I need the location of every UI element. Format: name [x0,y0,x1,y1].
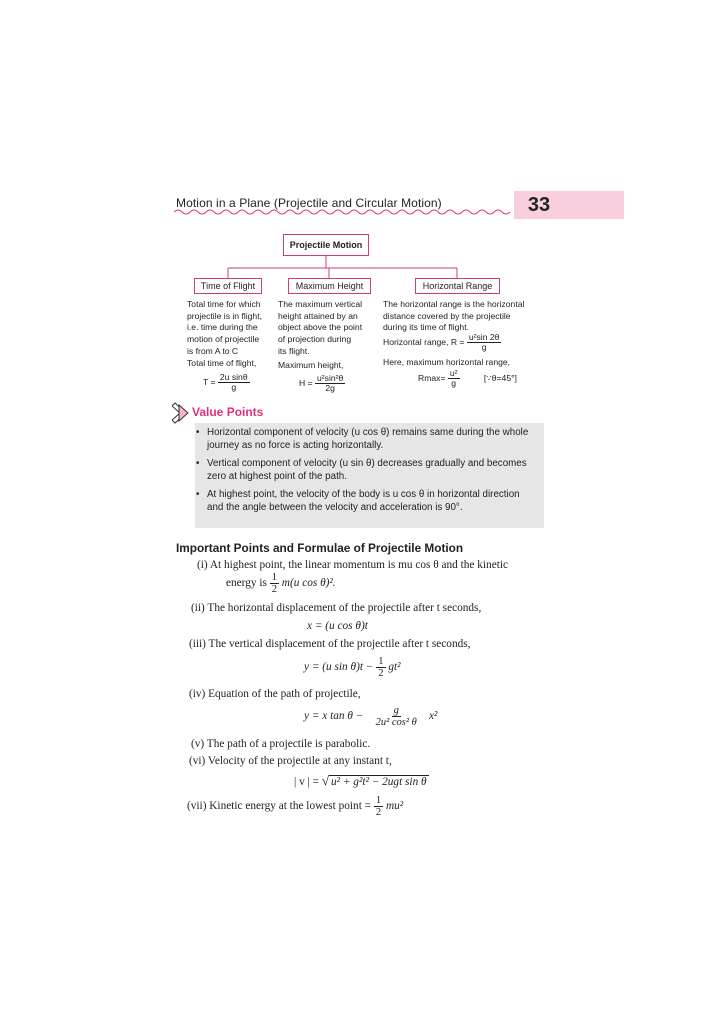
point-2: (ii) The horizontal displacement of the projectile after t seconds, [191,602,482,614]
horizontal-range-formula: Horizontal range, R = $\frac{\text{u²sin 2θ}}{g}$ [383,332,500,353]
chevron-right-icon [172,402,190,424]
point-2-equation: x = (u cos θ)t [307,620,368,632]
horizontal-range-box: Horizontal Range [415,278,500,294]
time-of-flight-box: Time of Flight [194,278,262,294]
value-point-item: • Horizontal component of velocity (u cos θ) remains same during the whole journey as no force is acting horizontally. [196,427,529,451]
projectile-motion-box: Projectile Motion [283,234,369,256]
max-range-text: Here, maximum horizontal range, [383,357,511,367]
time-of-flight-formula: T = $\frac{\text{2u sinθ}}{g}$ [203,372,248,393]
value-points-title: Value Points [192,405,264,419]
maximum-height-formula: H = $\frac{\text{u²sin²θ}}{2g}$ [299,373,344,394]
point-1-line-1: (i) At highest point, the linear momentum is mu cos θ and the kinetic [197,559,509,571]
point-6: (vi) Velocity of the projectile at any instant t, [189,755,392,767]
point-5: (v) The path of a projectile is parabolic. [191,738,371,750]
maximum-height-text: The maximum vertical height attained by an object above the point of projection during its flight. Maximum height, [278,299,363,370]
point-3-equation: y = (u sin θ)t − $\frac{1}{2}$ gt² [304,656,401,680]
point-4-equation: y = x tan θ − $\frac{g}{\text{2u² cos² θ}}$ x² [304,705,438,729]
point-6-equation: | v | = √ u² + g²t² − 2ugt sin θ [294,773,427,788]
value-point-item: • Vertical component of velocity (u sin θ) decreases gradually and becomes zero at highest point of the path. [196,458,527,482]
point-4: (iv) Equation of the path of projectile, [189,688,361,700]
page-number: 33 [527,194,551,216]
horizontal-range-text: The horizontal range is the horizontal distance covered by the projectile during its time of flight. [383,299,525,333]
point-1-line-2: energy is $\frac{1}{2}$ m(u cos θ)². [226,572,336,596]
important-points-heading: Important Points and Formulae of Projectile Motion [176,541,464,555]
point-3: (iii) The vertical displacement of the projectile after t seconds, [189,638,471,650]
maximum-height-box: Maximum Height [288,278,371,294]
point-7: (vii) Kinetic energy at the lowest point = $\frac{1}{2}$ mu² [187,795,404,819]
max-range-formula: Rmax= $\frac{\text{u²}}{g}$ [∵θ=45°] [418,368,517,389]
value-point-item: • At highest point, the velocity of the body is u cos θ in horizontal direction and the angle between the velocity and acceleration is 90°. [196,489,520,513]
time-of-flight-text: Total time for which projectile is in flight, i.e. time during the motion of projectile is from A to C Total time of flight, [187,299,262,368]
running-title: Motion in a Plane (Projectile and Circular Motion) [176,196,442,210]
